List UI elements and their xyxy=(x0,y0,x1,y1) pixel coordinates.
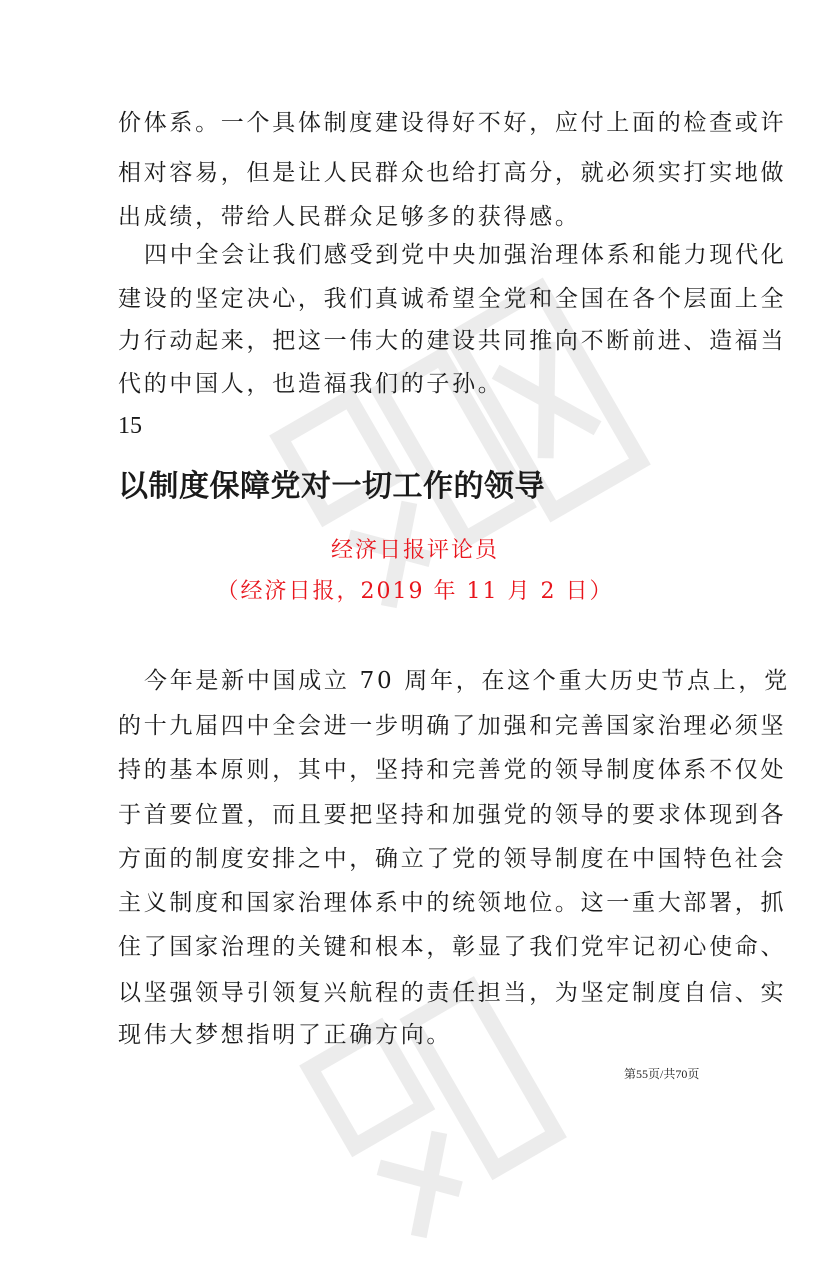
article-author: 经济日报评论员 xyxy=(330,538,499,563)
paragraph-line: 价体系。一个具体制度建设得好不好，应付上面的检查或许 xyxy=(118,110,787,136)
paragraph-line: 持的基本原则，其中，坚持和完善党的领导制度体系不仅处 xyxy=(118,757,787,783)
article-source: （经济日报，2019 年 11 月 2 日） xyxy=(216,579,614,604)
page-indicator: 第55页/共70页 xyxy=(624,1067,700,1081)
paragraph-line: 相对容易，但是让人民群众也给打高分，就必须实打实地做 xyxy=(118,160,787,186)
paragraph-line: 主义制度和国家治理体系中的统领地位。这一重大部署，抓 xyxy=(118,890,787,916)
paragraph-line: 代的中国人，也造福我们的子孙。 xyxy=(118,371,504,397)
paragraph-line: 住了国家治理的关键和根本，彰显了我们党牢记初心使命、 xyxy=(118,934,787,960)
paragraph-line: 四中全会让我们感受到党中央加强治理体系和能力现代化 xyxy=(144,242,787,268)
paragraph-line: 以坚强领导引领复兴航程的责任担当，为坚定制度自信、实 xyxy=(118,980,787,1006)
article-title: 以制度保障党对一切工作的领导 xyxy=(118,469,545,504)
paragraph-line: 出成绩，带给人民群众足够多的获得感。 xyxy=(118,204,581,230)
paragraph-line: 力行动起来，把这一伟大的建设共同推向不断前进、造福当 xyxy=(118,328,787,354)
paragraph-line: 现伟大梦想指明了正确方向。 xyxy=(118,1022,453,1048)
paragraph-line: 建设的坚定决心，我们真诚希望全党和全国在各个层面上全 xyxy=(118,286,787,312)
paragraph-line: 的十九届四中全会进一步明确了加强和完善国家治理必须坚 xyxy=(118,713,787,739)
article-number: 15 xyxy=(118,413,142,439)
paragraph-line: 方面的制度安排之中，确立了党的领导制度在中国特色社会 xyxy=(118,846,787,872)
paragraph-line: 于首要位置，而且要把坚持和加强党的领导的要求体现到各 xyxy=(118,802,787,828)
paragraph-line: 今年是新中国成立 70 周年，在这个重大历史节点上，党 xyxy=(144,668,790,694)
